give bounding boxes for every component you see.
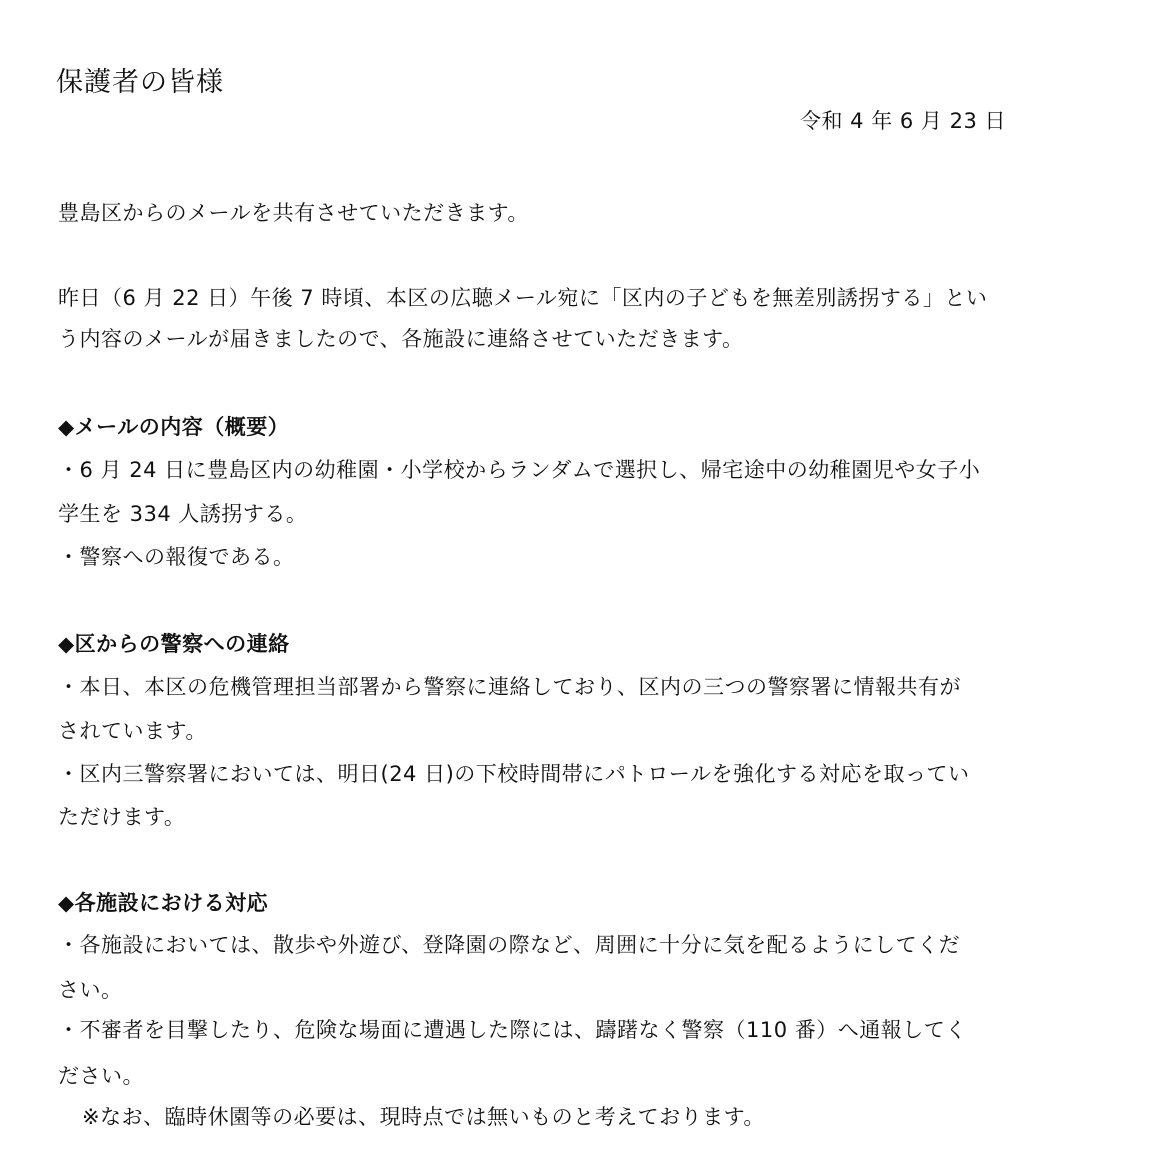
- police-contact-line-2: されています。: [58, 719, 207, 743]
- facility-response-line-1: ・各施設においては、散歩や外遊び、登降園の際など、周囲に十分に気を配るようにしてくだ: [58, 933, 961, 957]
- facility-response-line-3: ・不審者を目撃したり、危険な場面に遭遇した際には、躊躇なく警察（110 番）へ通報してく: [58, 1018, 967, 1042]
- section-heading-mail-content: ◆メールの内容（概要）: [58, 415, 290, 439]
- police-contact-line-1: ・本日、本区の危機管理担当部署から警察に連絡しており、区内の三つの警察署に情報共有が: [58, 675, 961, 699]
- mail-content-line-1: ・6 月 24 日に豊島区内の幼稚園・小学校からランダムで選択し、帰宅途中の幼稚園児や女子小: [58, 458, 981, 482]
- mail-content-line-3: ・警察への報復である。: [58, 545, 295, 569]
- incident-line-2: う内容のメールが届きましたので、各施設に連絡させていただきます。: [58, 327, 744, 351]
- section-heading-police-contact: ◆区からの警察への連絡: [58, 632, 290, 656]
- police-contact-line-4: ただけます。: [58, 805, 186, 829]
- intro-text: 豊島区からのメールを共有させていただきます。: [58, 201, 529, 225]
- salutation: 保護者の皆様: [56, 67, 224, 98]
- police-contact-line-3: ・区内三警察署においては、明日(24 日)の下校時間帯にパトロールを強化する対応を取ってい: [58, 762, 970, 786]
- facility-response-line-2: さい。: [58, 978, 123, 1002]
- facility-response-note: ※なお、臨時休園等の必要は、現時点では無いものと考えております。: [82, 1105, 765, 1129]
- section-heading-facility-response: ◆各施設における対応: [58, 891, 269, 915]
- incident-line-1: 昨日（6 月 22 日）午後 7 時頃、本区の広聴メール宛に「区内の子どもを無差別誘拐する」とい: [58, 286, 988, 310]
- facility-response-line-4: ださい。: [58, 1064, 144, 1088]
- date: 令和 4 年 6 月 23 日: [800, 109, 1006, 133]
- mail-content-line-2: 学生を 334 人誘拐する。: [58, 502, 308, 526]
